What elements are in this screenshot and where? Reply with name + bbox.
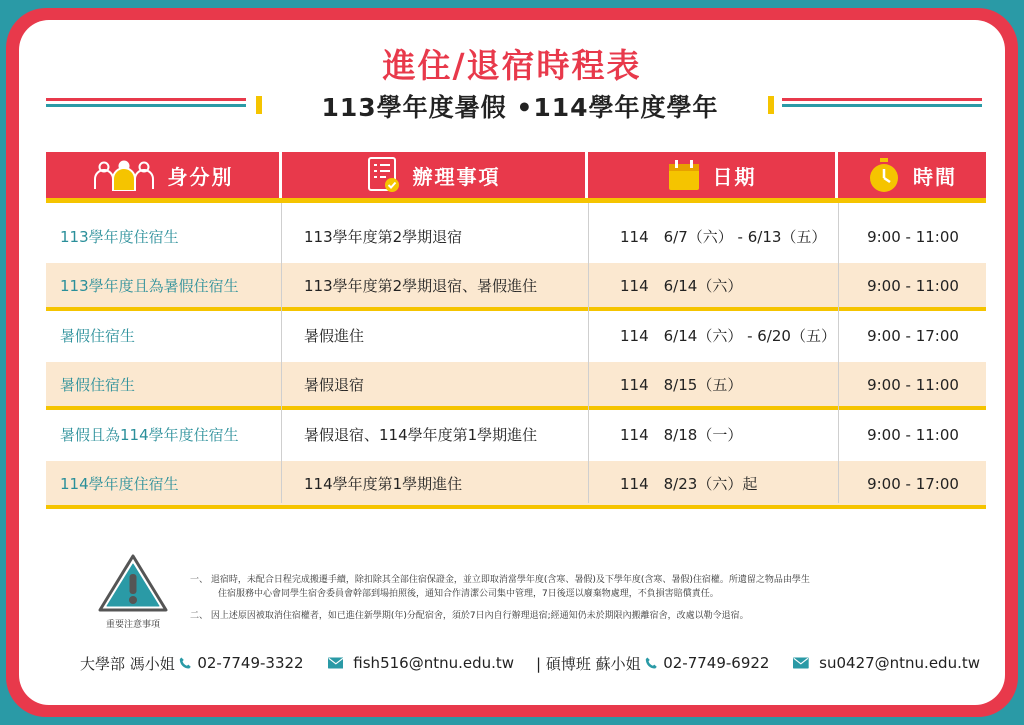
cell-time: 9:00 - 11:00 xyxy=(867,375,959,394)
page-subtitle: 113學年度暑假 •114學年度學年 xyxy=(321,93,719,122)
header-task xyxy=(282,152,585,198)
grad-phone[interactable]: 02-7749-6922 xyxy=(663,654,770,672)
cell-time: 9:00 - 17:00 xyxy=(867,326,959,345)
cell-time: 9:00 - 17:00 xyxy=(867,474,959,493)
table-row xyxy=(46,214,986,259)
calendar-icon xyxy=(667,158,701,192)
note-line-3: 二、 因上述原因被取消住宿權者，如已進住新學期(年)分配宿舍，須於7日內自行辦理退宿;經通知仍未於期限內搬離宿舍，改處以勒令退宿。 xyxy=(190,611,749,621)
cell-date: 114 6/14（六） - 6/20（五） xyxy=(620,327,836,345)
grad-email[interactable]: su0427@ntnu.edu.tw xyxy=(819,654,980,672)
cell-identity: 114學年度住宿生 xyxy=(60,475,179,493)
cell-task: 114學年度第1學期進住 xyxy=(304,475,463,493)
column-divider xyxy=(588,203,589,503)
notes-label: 重要注意事項 xyxy=(105,620,160,630)
column-divider xyxy=(838,203,839,503)
undergrad-phone[interactable]: 02-7749-3322 xyxy=(197,654,304,672)
grad-contact-label: | 碩博班 蘇小姐 xyxy=(536,654,641,673)
cell-identity: 暑假住宿生 xyxy=(60,327,136,345)
row-divider xyxy=(46,406,986,410)
cell-time: 9:00 - 11:00 xyxy=(867,227,959,246)
header-date-label: 日期 xyxy=(712,164,757,189)
cell-date: 114 8/15（五） xyxy=(620,376,743,394)
table-bottom-line xyxy=(46,505,986,509)
note-line-2: 住宿服務中心會同學生宿舍委員會幹部到場拍照後，通知合作清潔公司集中管理，7日後逕以廢棄物處理，不負損害賠償責任。 xyxy=(218,589,719,599)
cell-task: 113學年度第2學期退宿 xyxy=(304,228,463,246)
decor-bar-left xyxy=(256,96,262,114)
page-title: 進住/退宿時程表 xyxy=(382,46,642,85)
undergrad-email[interactable]: fish516@ntnu.edu.tw xyxy=(353,654,515,672)
header-time xyxy=(838,152,986,198)
table-row xyxy=(46,263,986,308)
cell-date: 114 8/18（一） xyxy=(620,426,743,444)
header-identity-label: 身分別 xyxy=(167,164,234,189)
decor-stripes-left xyxy=(46,98,246,110)
subtitle-row xyxy=(0,88,1024,128)
cell-identity: 113學年度住宿生 xyxy=(60,228,179,246)
warning-icon xyxy=(96,552,170,614)
note-line-1: 一、 退宿時，未配合日程完成搬遷手續，除扣除其全部住宿保證金，並立即取消當學年度(含寒、暑假)及下學年度(含寒、暑假)住宿權。所遺留之物品由學生 xyxy=(190,575,810,585)
cell-task: 暑假進住 xyxy=(304,327,365,345)
contact-bar xyxy=(80,652,980,674)
cell-identity: 113學年度且為暑假住宿生 xyxy=(60,277,239,295)
table-row xyxy=(46,412,986,457)
header-underline xyxy=(46,198,986,203)
decor-bar-right xyxy=(768,96,774,114)
cell-date: 114 6/14（六） xyxy=(620,277,743,295)
cell-identity: 暑假且為114學年度住宿生 xyxy=(60,426,239,444)
header-identity xyxy=(46,152,279,198)
table-header xyxy=(46,152,986,198)
cell-time: 9:00 - 11:00 xyxy=(867,425,959,444)
mail-icon xyxy=(793,656,809,670)
column-divider xyxy=(281,203,282,503)
phone-icon xyxy=(645,655,658,671)
cell-time: 9:00 - 11:00 xyxy=(867,276,959,295)
header-time-label: 時間 xyxy=(913,164,957,189)
cell-date: 114 6/7（六） - 6/13（五） xyxy=(620,228,827,246)
phone-icon xyxy=(179,655,192,671)
cell-task: 暑假退宿 xyxy=(304,376,365,394)
header-task-label: 辦理事項 xyxy=(412,164,501,189)
notes xyxy=(190,573,950,623)
mail-icon xyxy=(328,656,344,670)
stopwatch-icon xyxy=(867,157,901,193)
header-date xyxy=(588,152,835,198)
decor-stripes-right xyxy=(782,98,982,110)
table-row xyxy=(46,461,986,506)
checklist-icon xyxy=(367,156,401,194)
row-divider xyxy=(46,307,986,311)
cell-task: 暑假退宿、114學年度第1學期進住 xyxy=(304,426,538,444)
undergrad-contact-label: 大學部 馮小姐 xyxy=(80,654,175,673)
table-row xyxy=(46,362,986,407)
people-icon xyxy=(92,159,156,191)
table-row xyxy=(46,313,986,358)
cell-date: 114 8/23（六）起 xyxy=(620,475,758,493)
cell-task: 113學年度第2學期退宿、暑假進住 xyxy=(304,277,538,295)
cell-identity: 暑假住宿生 xyxy=(60,376,136,394)
